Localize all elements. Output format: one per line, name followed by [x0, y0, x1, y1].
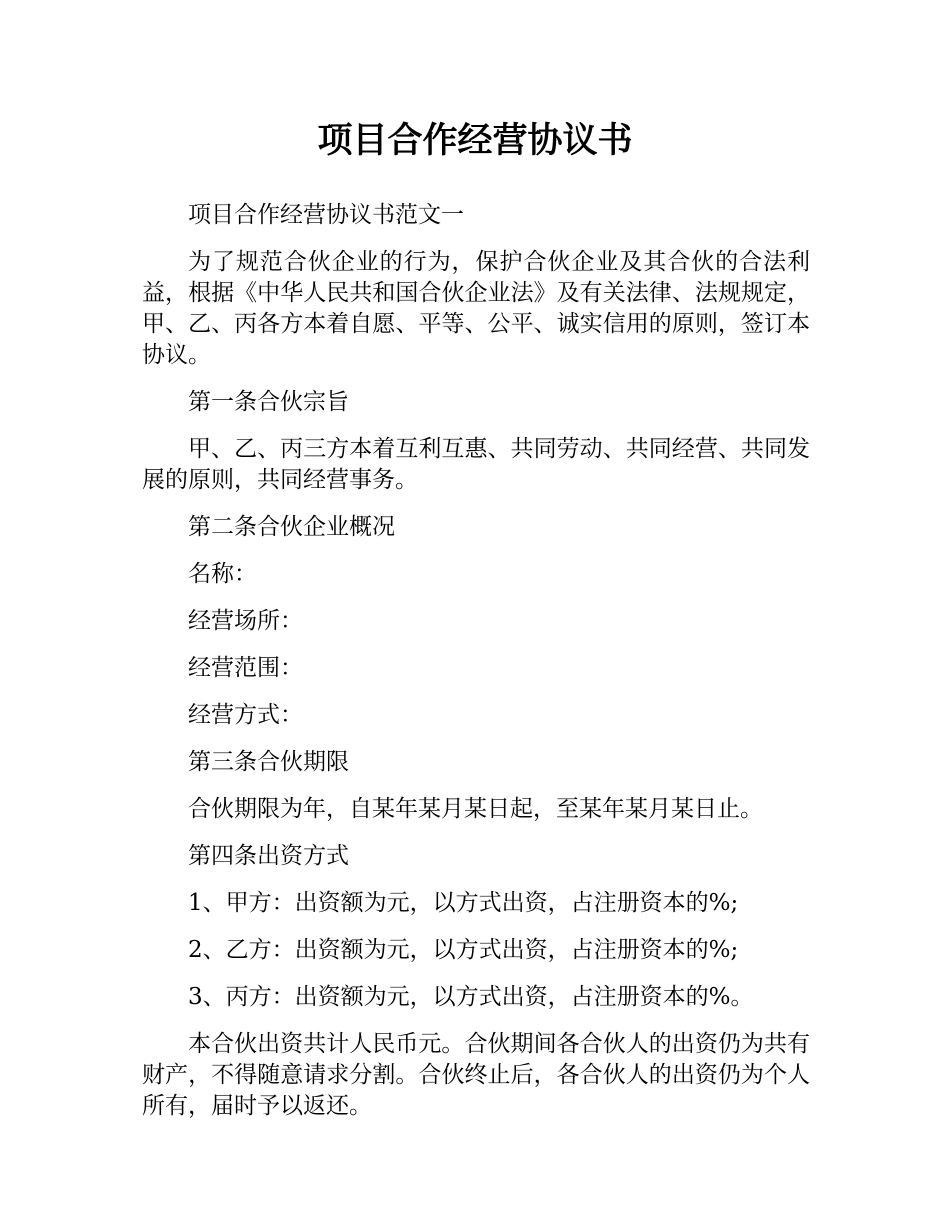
paragraph-subtitle: 项目合作经营协议书范文一	[188, 202, 464, 228]
field-business-scope: 经营范围：	[188, 655, 303, 681]
article-2-heading: 第二条合伙企业概况	[188, 514, 395, 540]
article-1-heading: 第一条合伙宗旨	[188, 389, 349, 415]
article-4-heading: 第四条出资方式	[188, 843, 349, 869]
article-3-heading: 第三条合伙期限	[188, 749, 349, 775]
field-business-location: 经营场所：	[188, 608, 303, 634]
contribution-party-a: 1、甲方：出资额为元，以方式出资，占注册资本的%;	[188, 890, 739, 916]
contribution-summary: 本合伙出资共计人民币元。合伙期间各合伙人的出资仍为共有财产，不得随意请求分割。合伙终止后，各合伙人的出资仍为个人所有，届时予以返还。	[142, 1031, 810, 1119]
document-title: 项目合作经营协议书	[317, 121, 633, 161]
article-3-text: 合伙期限为年，自某年某月某日起，至某年某月某日止。	[188, 796, 763, 822]
article-1-text: 甲、乙、丙三方本着互利互惠、共同劳动、共同经营、共同发展的原则，共同经营事务。	[142, 436, 810, 493]
document-body	[142, 200, 810, 1138]
paragraph-preamble: 为了规范合伙企业的行为，保护合伙企业及其合伙的合法利益，根据《中华人民共和国合伙企业法》及有关法律、法规规定，甲、乙、丙各方本着自愿、平等、公平、诚实信用的原则，签订本协议。	[142, 249, 810, 368]
field-name: 名称：	[188, 561, 257, 587]
field-business-mode: 经营方式：	[188, 702, 303, 728]
contribution-party-c: 3、丙方：出资额为元，以方式出资，占注册资本的%。	[188, 984, 754, 1010]
contribution-party-b: 2、乙方：出资额为元，以方式出资，占注册资本的%;	[188, 937, 739, 963]
